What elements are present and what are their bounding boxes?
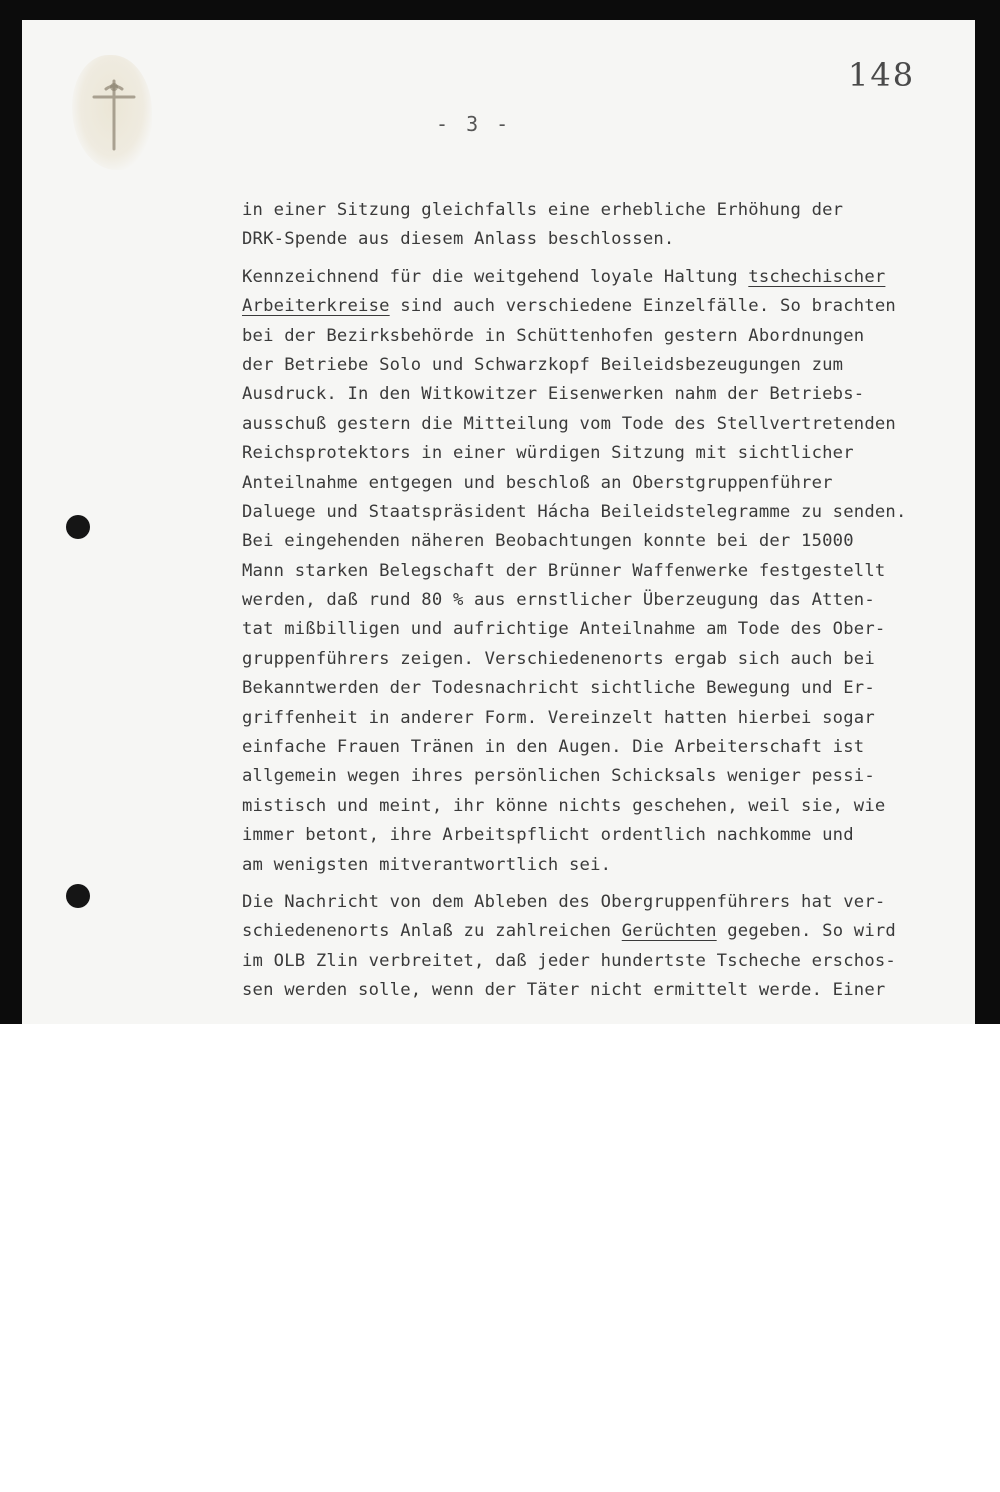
punch-hole — [66, 515, 90, 539]
text-line: Reichsprotektors in einer würdigen Sitzung mit sichtlicher — [242, 443, 854, 464]
text-line: schiedenenorts Anlaß zu zahlreichen Gerüchten gegeben. So wird — [242, 921, 896, 942]
underlined-text: tschechischer — [748, 266, 886, 287]
text-line: tat mißbilligen und aufrichtige Anteilnahme am Tode des Ober- — [242, 619, 886, 640]
page-number: - 3 - — [436, 112, 512, 136]
paragraph — [242, 888, 982, 1006]
text-line: griffenheit in anderer Form. Vereinzelt hatten hierbei sogar — [242, 707, 875, 728]
text-line: Ausdruck. In den Witkowitzer Eisenwerken nahm der Betriebs- — [242, 384, 865, 405]
folio-number: 148 — [848, 56, 916, 94]
underlined-text: Arbeiterkreise — [242, 296, 390, 317]
text-line: sen werden solle, wenn der Täter nicht ermittelt werde. Einer — [242, 980, 886, 1001]
text-line: der Betriebe Solo und Schwarzkopf Beileidsbezeugungen zum — [242, 354, 844, 375]
text-line: allgemein wegen ihres persönlichen Schicksals weniger pessi- — [242, 766, 875, 787]
text-line: werden, daß rund 80 % aus ernstlicher Überzeugung das Atten- — [242, 590, 875, 611]
paragraph — [242, 263, 982, 880]
text-line: Anteilnahme entgegen und beschloß an Oberstgruppenführer — [242, 472, 833, 493]
text-line: am wenigsten mitverantwortlich sei. — [242, 854, 612, 875]
crucifix-stamp-icon — [84, 75, 144, 155]
text-line: im OLB Zlin verbreitet, daß jeder hundertste Tscheche erschos- — [242, 950, 896, 971]
text-line: DRK-Spende aus diesem Anlass beschlossen. — [242, 229, 675, 250]
text-line: gruppenführers zeigen. Verschiedenenorts ergab sich auch bei — [242, 648, 875, 669]
text-line: immer betont, ihre Arbeitspflicht ordentlich nachkomme und — [242, 825, 854, 846]
document-page — [22, 20, 975, 1024]
text-line: Mann starken Belegschaft der Brünner Waffenwerke festgestellt — [242, 560, 886, 581]
text-line: Kennzeichnend für die weitgehend loyale Haltung tschechischer — [242, 266, 886, 287]
text-line: einfache Frauen Tränen in den Augen. Die Arbeiterschaft ist — [242, 737, 865, 758]
paragraph — [242, 196, 982, 255]
text-line: Arbeiterkreise sind auch verschiedene Einzelfälle. So brachten — [242, 296, 896, 317]
body-text — [242, 196, 982, 1014]
text-line: Daluege und Staatspräsident Hácha Beileidstelegramme zu senden. — [242, 501, 907, 522]
text-line: mistisch und meint, ihr könne nichts geschehen, weil sie, wie — [242, 795, 886, 816]
text-line: Bekanntwerden der Todesnachricht sichtliche Bewegung und Er- — [242, 678, 875, 699]
text-line: in einer Sitzung gleichfalls eine erhebliche Erhöhung der — [242, 200, 844, 220]
underlined-text: Gerüchten — [621, 921, 717, 942]
text-line: ausschuß gestern die Mitteilung vom Tode des Stellvertretenden — [242, 413, 896, 434]
punch-hole — [66, 884, 90, 908]
text-line: bei der Bezirksbehörde in Schüttenhofen gestern Abordnungen — [242, 325, 865, 346]
text-line: Die Nachricht von dem Ableben des Obergruppenführers hat ver- — [242, 891, 886, 912]
text-line: Bei eingehenden näheren Beobachtungen konnte bei der 15000 — [242, 531, 854, 552]
